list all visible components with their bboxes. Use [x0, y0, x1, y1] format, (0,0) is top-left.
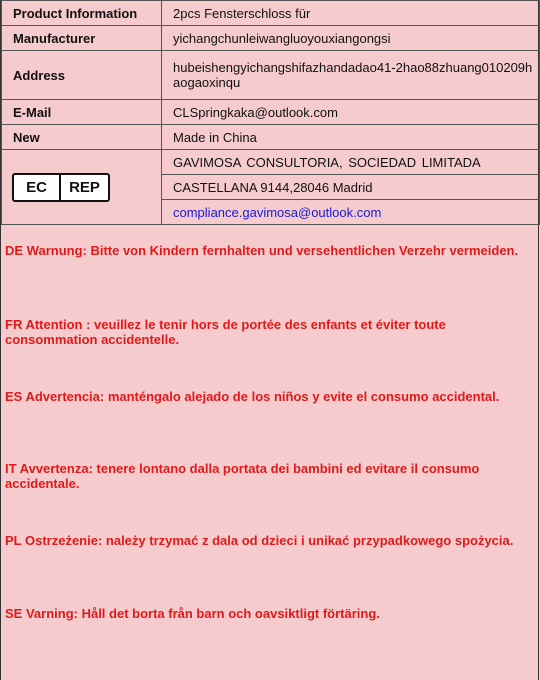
value-new: Made in China	[162, 125, 540, 150]
value-product-information: 2pcs Fensterschloss für	[162, 1, 540, 26]
ec-rep-email-link[interactable]: compliance.gavimosa@outlook.com	[162, 200, 540, 225]
address-text: hubeishengyichangshifazhandadao41-2hao88zhuang010209haogaoxinqu	[173, 60, 533, 90]
row-manufacturer	[2, 26, 540, 51]
warning-de: DE Warnung: Bitte von Kindern fernhalten und versehentlichen Verzehr vermeiden.	[5, 243, 519, 258]
warning-es: ES Advertencia: manténgalo alejado de los niños y evite el consumo accidental.	[5, 389, 500, 404]
warning-it: IT Avvertenza: tenere lontano dalla portata dei bambini ed evitare il consumo accidentale.	[5, 461, 480, 491]
ec-rep-icon-ec: EC	[14, 175, 61, 200]
ec-rep-icon	[12, 173, 110, 202]
ec-rep-icon-rep: REP	[69, 178, 100, 196]
row-new	[2, 125, 540, 150]
value-address	[162, 51, 540, 100]
value-email: CLSpringkaka@outlook.com	[162, 100, 540, 125]
ec-rep-logo-cell	[2, 150, 162, 225]
ec-rep-address: CASTELLANA 9144,28046 Madrid	[162, 175, 540, 200]
value-manufacturer: yichangchunleiwangluoyouxiangongsi	[162, 26, 540, 51]
label-product-information: Product Information	[2, 1, 162, 26]
warning-pl: PL Ostrzeżenie: należy trzymać z dala od dzieci i unikać przypadkowego spożycia.	[5, 533, 514, 548]
warning-se: SE Varning: Håll det borta från barn och oavsiktligt förtäring.	[5, 606, 380, 621]
row-product-information	[2, 1, 540, 26]
product-info-table	[1, 0, 540, 225]
warning-fr: FR Attention : veuillez le tenir hors de portée des enfants et éviter toute consommation accidentelle.	[5, 317, 446, 347]
ec-rep-company: GAVIMOSA CONSULTORIA, SOCIEDAD LIMITADA	[162, 150, 540, 175]
label-address: Address	[2, 51, 162, 100]
label-email: E-Mail	[2, 100, 162, 125]
row-email	[2, 100, 540, 125]
row-ec-rep-company	[2, 150, 540, 175]
row-address	[2, 51, 540, 100]
label-manufacturer: Manufacturer	[2, 26, 162, 51]
label-new: New	[2, 125, 162, 150]
